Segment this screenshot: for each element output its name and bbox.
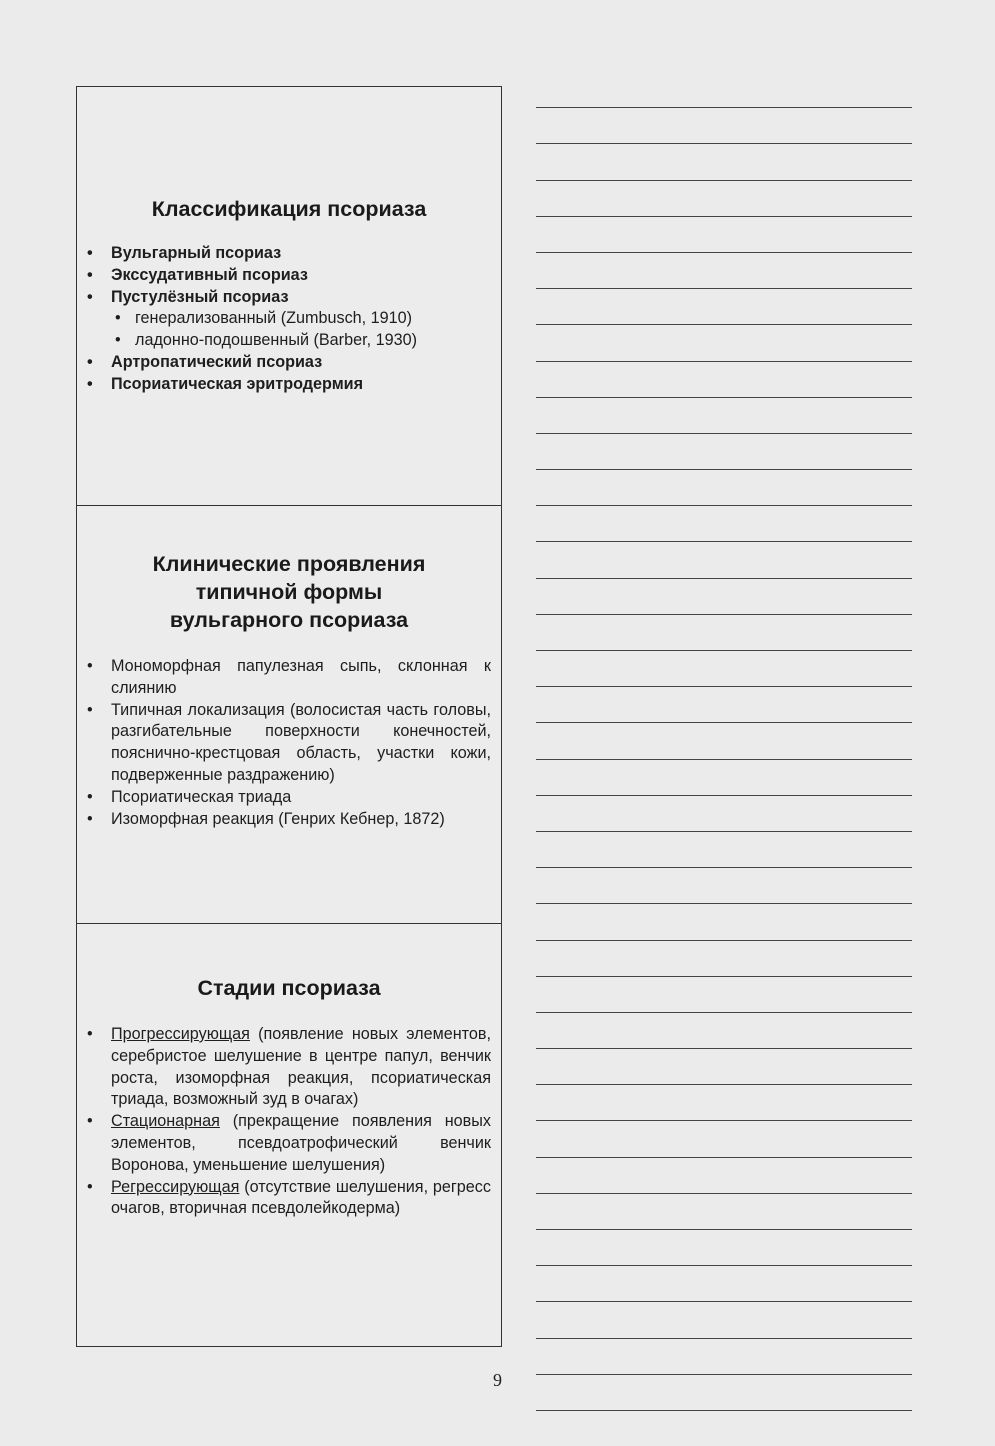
- note-line: [536, 904, 912, 940]
- note-line: [536, 832, 912, 868]
- note-line: [536, 506, 912, 542]
- slide-title-line: Клинические проявления: [152, 552, 426, 576]
- note-line: [536, 1049, 912, 1085]
- notes-lines: [536, 72, 912, 1411]
- stage-term: Регрессирующая: [111, 1177, 240, 1196]
- list-item-text: Артропатический псориаз: [111, 352, 323, 371]
- list-item: • Изоморфная реакция (Генрих Кебнер, 1872): [87, 809, 491, 831]
- note-line: [536, 434, 912, 470]
- note-line: [536, 723, 912, 759]
- list-item: [87, 243, 491, 265]
- note-line: [536, 108, 912, 144]
- slide-clinical-manifestations: [77, 505, 501, 923]
- note-line: [536, 1266, 912, 1302]
- note-line: [536, 687, 912, 723]
- note-line: [536, 1194, 912, 1230]
- slide-stages: [77, 923, 501, 1346]
- note-line: [536, 362, 912, 398]
- note-line: [536, 796, 912, 832]
- note-line: [536, 181, 912, 217]
- list-item: [87, 265, 491, 287]
- note-line: [536, 1230, 912, 1266]
- list-item: [87, 1024, 491, 1111]
- note-line: [536, 941, 912, 977]
- stage-description: (прекращение появления новых элементов, псевдоатрофический венчик Воронова, уменьшение шелушения): [111, 1112, 491, 1174]
- list-item-text: Вульгарный псориаз: [111, 244, 282, 262]
- stage-description: (появление новых элементов, серебристое шелушение в центре папул, венчик роста, изоморфная реакция, псориатическая триада, возможный зуд в очагах): [111, 1025, 491, 1109]
- note-line: [536, 1158, 912, 1194]
- note-line: [536, 579, 912, 615]
- list-item: [87, 287, 491, 352]
- list-item: [87, 374, 491, 396]
- classification-list: [87, 243, 491, 396]
- note-line: [536, 325, 912, 361]
- stages-list: [87, 1024, 491, 1220]
- slide-title: Стадии псориаза: [197, 976, 381, 1000]
- note-line: [536, 1302, 912, 1338]
- note-line: [536, 144, 912, 180]
- note-line: [536, 1013, 912, 1049]
- note-line: [536, 1121, 912, 1157]
- list-item: [87, 1177, 491, 1221]
- slides-column: [76, 86, 502, 1347]
- note-line: [536, 868, 912, 904]
- list-item-text: Пустулёзный псориаз: [111, 287, 289, 306]
- list-item: [87, 1111, 491, 1176]
- list-item: • Псориатическая триада: [87, 787, 491, 809]
- slide-title: Классификация псориаза: [151, 197, 427, 221]
- note-line: [536, 398, 912, 434]
- list-item-text: Экссудативный псориаз: [111, 265, 308, 284]
- list-item: [87, 352, 491, 374]
- sub-list: [111, 308, 491, 352]
- note-line: [536, 253, 912, 289]
- sub-list-item: • генерализованный (Zumbusch, 1910): [111, 308, 491, 330]
- note-line: [536, 615, 912, 651]
- manifestations-list: [87, 656, 491, 830]
- note-line: [536, 542, 912, 578]
- note-line: [536, 760, 912, 796]
- note-line: [536, 1085, 912, 1121]
- list-item-text: Псориатическая эритродермия: [111, 374, 364, 393]
- slide-title-line: вульгарного псориаза: [169, 608, 409, 632]
- note-line: [536, 72, 912, 108]
- stage-term: Прогрессирующая: [111, 1025, 250, 1043]
- note-line: [536, 470, 912, 506]
- list-item: • Мономорфная папулезная сыпь, склонная к слиянию: [87, 656, 491, 700]
- note-line: [536, 651, 912, 687]
- page-number: 9: [493, 1370, 502, 1390]
- note-line: [536, 289, 912, 325]
- stage-description: (отсутствие шелушения, регресс очагов, вторичная псевдолейкодерма): [111, 1177, 491, 1218]
- note-line: [536, 217, 912, 253]
- slide-classification: [77, 87, 501, 505]
- slide-title: [87, 550, 491, 634]
- slide-title-line: типичной формы: [195, 580, 383, 604]
- note-line: [536, 977, 912, 1013]
- stage-term: Стационарная: [111, 1112, 220, 1131]
- list-item: • Типичная локализация (волосистая часть головы, разгибательные поверхности конечностей, пояснично-крестцовая область, участки кожи, подверженные раздражению): [87, 700, 491, 787]
- sub-list-item: • ладонно-подошвенный (Barber, 1930): [111, 330, 491, 352]
